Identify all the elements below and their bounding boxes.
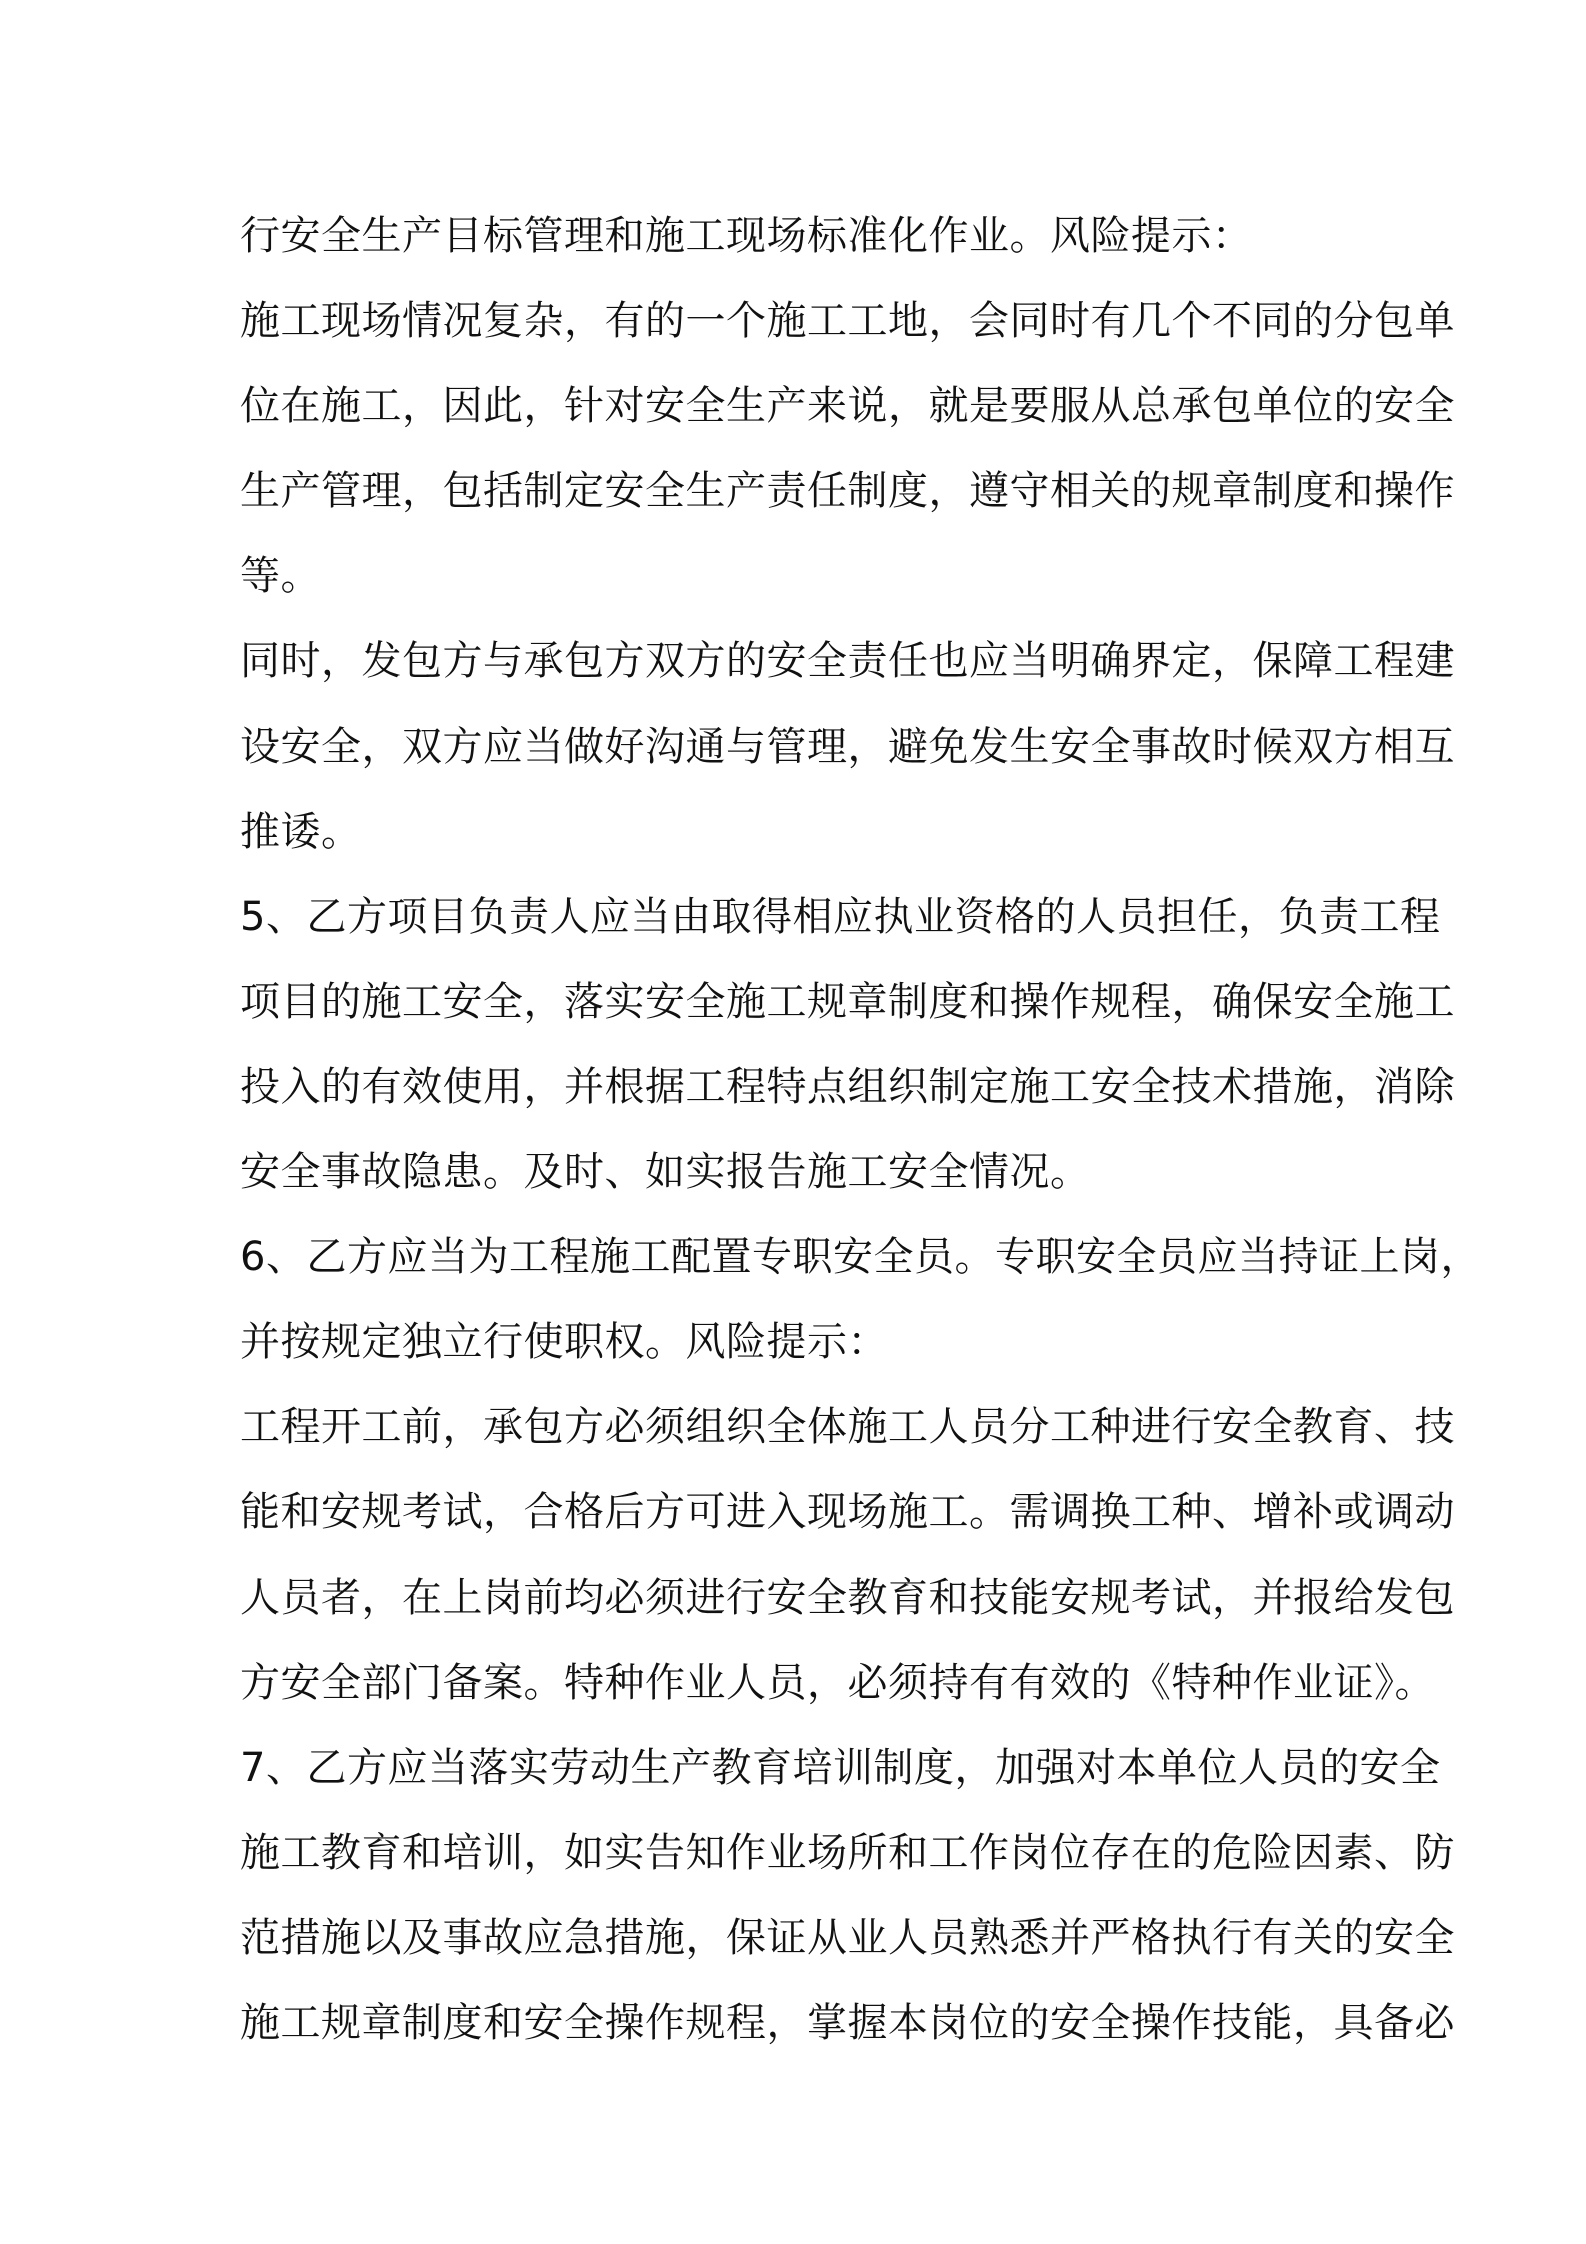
text-line: 工程开工前，承包方必须组织全体施工人员分工种进行安全教育、技 — [240, 1404, 1455, 1451]
text-line: 人员者，在上岗前均必须进行安全教育和技能安规考试，并报给发包 — [240, 1574, 1455, 1621]
text-line: 安全事故隐患。及时、如实报告施工安全情况。 — [240, 1149, 1091, 1196]
text-line: 位在施工，因此，针对安全生产来说，就是要服从总承包单位的安全 — [240, 383, 1455, 430]
text-line: 施工现场情况复杂，有的一个施工工地，会同时有几个不同的分包单 — [240, 298, 1455, 345]
text-line: 范措施以及事故应急措施，保证从业人员熟悉并严格执行有关的安全 — [240, 1914, 1455, 1961]
text-line: 6、乙方应当为工程施工配置专职安全员。专职安全员应当持证上岗， — [240, 1234, 1481, 1281]
text-line: 方安全部门备案。特种作业人员，必须持有有效的《特种作业证》。 — [240, 1659, 1435, 1706]
text-line: 等。 — [240, 553, 321, 600]
text-line: 行安全生产目标管理和施工现场标准化作业。风险提示： — [240, 213, 1253, 259]
text-line: 推诿。 — [240, 808, 362, 855]
text-line: 施工规章制度和安全操作规程，掌握本岗位的安全操作技能，具备必 — [240, 1999, 1455, 2046]
text-line: 设安全，双方应当做好沟通与管理，避免发生安全事故时候双方相互 — [240, 723, 1455, 770]
text-line: 施工教育和培训，如实告知作业场所和工作岗位存在的危险因素、防 — [240, 1829, 1455, 1876]
text-line: 生产管理，包括制定安全生产责任制度，遵守相关的规章制度和操作 — [240, 468, 1455, 515]
document-body — [240, 194, 1481, 2066]
text-line: 同时，发包方与承包方双方的安全责任也应当明确界定，保障工程建 — [240, 638, 1455, 685]
text-line: 投入的有效使用，并根据工程特点组织制定施工安全技术措施，消除 — [240, 1063, 1455, 1110]
text-line: 项目的施工安全，落实安全施工规章制度和操作规程，确保安全施工 — [240, 978, 1455, 1025]
text-line: 能和安规考试，合格后方可进入现场施工。需调换工种、增补或调动 — [240, 1489, 1455, 1536]
text-line: 7、乙方应当落实劳动生产教育培训制度，加强对本单位人员的安全 — [240, 1744, 1441, 1791]
text-line: 并按规定独立行使职权。风险提示： — [240, 1319, 888, 1366]
text-line: 5、乙方项目负责人应当由取得相应执业资格的人员担任，负责工程 — [240, 893, 1441, 940]
